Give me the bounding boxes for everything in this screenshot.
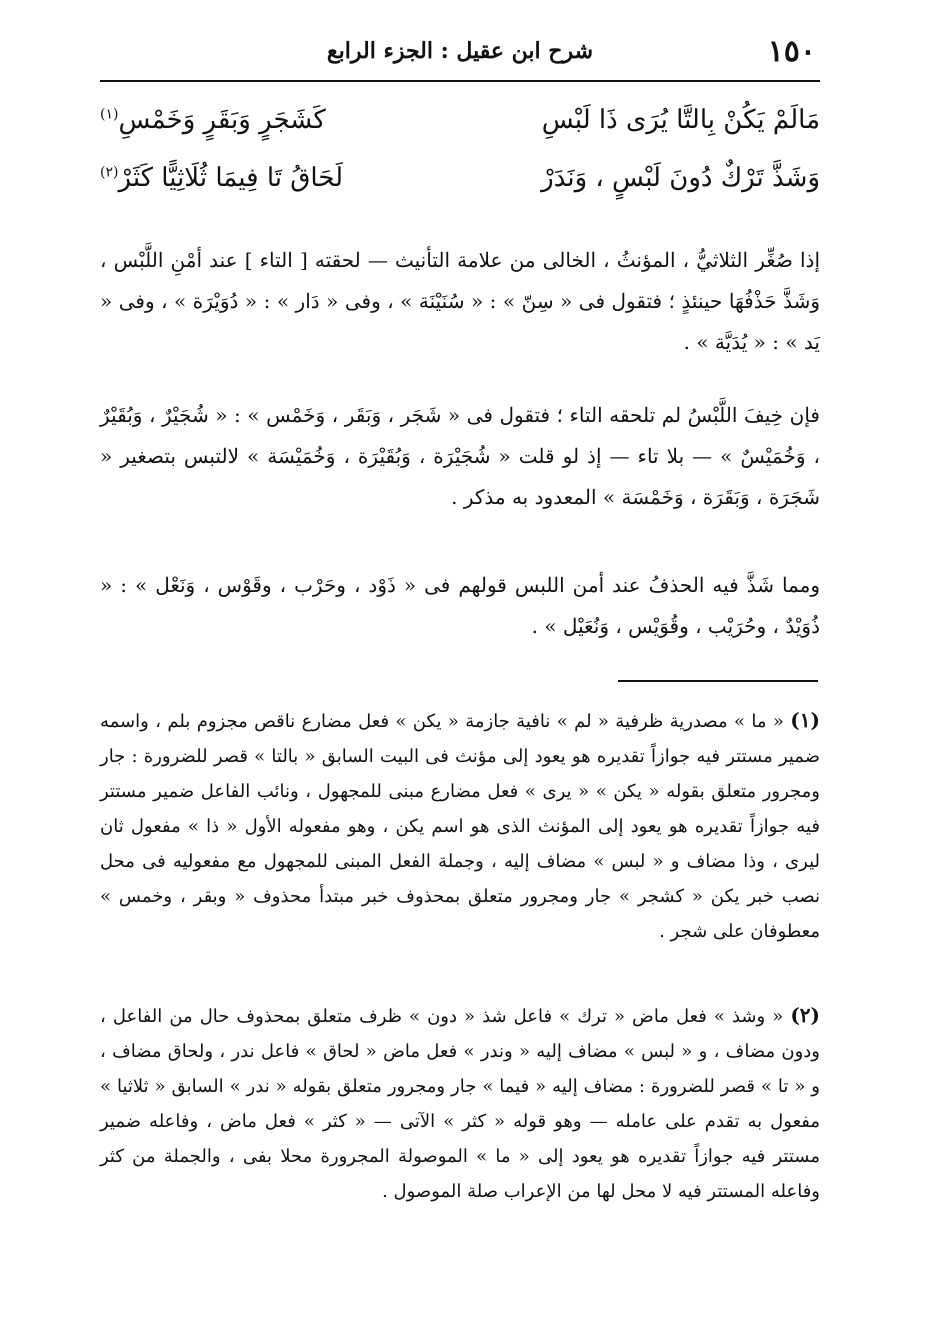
verse-2-second-text: لَحَاقُ تَا فِيمَا ثُلَاثِيًّا كَثَرْ [118, 163, 344, 193]
header-divider [100, 80, 820, 82]
commentary-paragraph-2: فإن خِيفَ اللَّبْسُ لم تلحقه التاء ؛ فتقول فى « شَجَر ، وَبَقَر ، وَخَمْس » : « شُجَيْرٌ ، وَبُقَيْرٌ ، وَخُمَيْسٌ » — بلا تاء — إذ لو قلت « شُجَيْرَة ، وَبُقَيْرَة ، وَخُمَيْسَة » لالتبس بتصغير « شَجَرَة ، وَبَقَرَة ، وَخَمْسَة » المعدود به مذكر . [100, 403, 820, 509]
commentary-paragraph-1: إذا صُغِّر الثلاثيُّ ، المؤنثُ ، الخالى من علامة التأنيث — لحقته [ التاء ] عند أمْنِ اللَّبْس ، وَشَذَّ حَذْفُهَا حينئذٍ ؛ فتقول فى « سِنّ » : « سُنَيْنَة » ، وفى « دَار » : « دُوَيْرَة » ، وفى « يَد » : « يُدَيَّة » . [100, 248, 820, 354]
verse-1-second-text: كَشَجَرٍ وَبَقَرٍ وَخَمْسِ [118, 105, 326, 135]
footnote-2 [100, 998, 820, 1209]
verse-1-first-hemistich: مَالَمْ يَكُنْ بِالتَّا يُرَى ذَا لَبْسِ [541, 105, 820, 135]
footnote-1 [100, 703, 820, 949]
verse-1-second-hemistich [100, 105, 326, 135]
page-number: ١٥٠ [767, 34, 816, 69]
footnote-marker-2: (٢) [100, 164, 119, 181]
footnote-1-mark: (١) [790, 708, 820, 732]
footnote-divider [618, 680, 818, 682]
verse-line-1 [100, 105, 820, 161]
verse-line-2 [100, 163, 820, 219]
footnote-marker-1: (١) [100, 106, 119, 123]
footnote-2-mark: (٢) [790, 1003, 820, 1027]
running-title: شرح ابن عقيل : الجزء الرابع [326, 38, 594, 64]
footnote-2-text: « وشذ » فعل ماض « ترك » فاعل شذ « دون » ظرف متعلق بمحذوف حال من الفاعل ، ودون مضاف ، و « لبس » مضاف إليه « وندر » فعل ماض « لحاق » فاعل ندر ، ولحاق مضاف ، و « تا » قصر للضرورة : مضاف إليه « فيما » جار ومجرور متعلق بقوله « ندر » السابق « ثلاثيا » مفعول به تقدم على عامله — وهو قوله « كثر » الآتى — « كثر » فعل ماض ، وفاعله ضمير مستتر فيه جوازاً تقديره هو يعود إلى « ما » الموصولة المجرورة محلا بفى ، والجملة من كثر وفاعله المستتر فيه لا محل لها من الإعراب صلة الموصول . [100, 1006, 820, 1202]
commentary-paragraph-3: ومما شَذَّ فيه الحذفُ عند أمن اللبس قولهم فى « ذَوْد ، وحَرْب ، وقَوْس ، وَنَعْل » : « ذُوَيْدٌ ، وحُرَيْب ، وقُوَيْس ، وَنُعَيْل » . [100, 573, 820, 638]
verse-2-first-hemistich: وَشَذَّ تَرْكٌ دُونَ لَبْسٍ ، وَنَدَرْ [541, 163, 820, 193]
footnote-1-text: « ما » مصدرية ظرفية « لم » نافية جازمة « يكن » فعل مضارع ناقص مجزوم بلم ، واسمه ضمير مستتر فيه جوازاً تقديره هو يعود إلى مؤنث فى البيت السابق « بالتا » قصر للضرورة : جار ومجرور متعلق بقوله « يكن » « يرى » فعل مضارع مبنى للمجهول ، ونائب الفاعل ضمير مستتر فيه جوازاً تقديره هو يعود إلى المؤنث الذى هو اسم يكن ، وهو مفعوله الأول « ذا » مفعول ثان ليرى ، وذا مضاف و « لبس » مضاف إليه ، وجملة الفعل المبنى للمجهول مع مفعوليه فى محل نصب خبر يكن « كشجر » جار ومجرور متعلق بمحذوف خبر مبتدأ محذوف « وبقر ، وخمس » معطوفان على شجر . [100, 711, 820, 942]
page-header [100, 28, 820, 78]
verse-2-second-hemistich [100, 163, 343, 193]
